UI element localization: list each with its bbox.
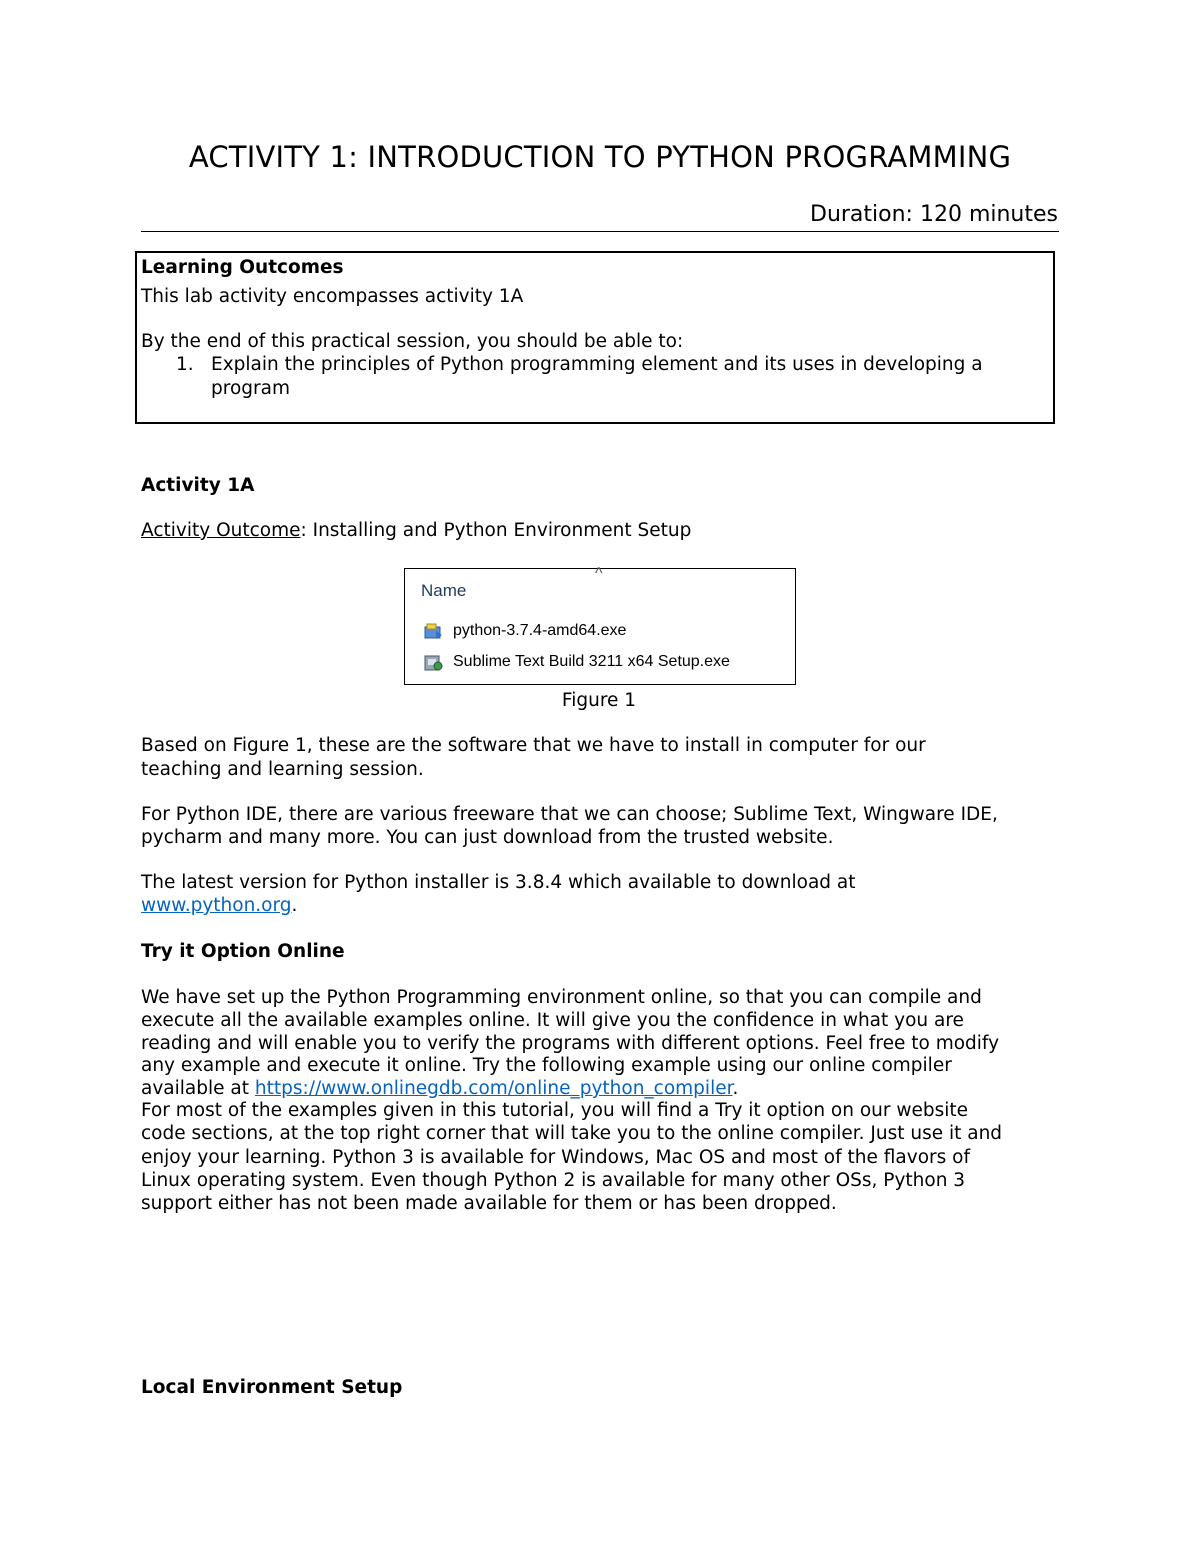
try-online-line1: We have set up the Python Programming environment online, so that you can compile and xyxy=(141,987,982,1008)
outcome-text-line2: program xyxy=(211,378,290,399)
outcome-text-line1: Explain the principles of Python programming element and its uses in developing a xyxy=(211,354,983,375)
try-online-line5 xyxy=(141,1077,738,1100)
available-prefix: available at xyxy=(141,1078,255,1099)
activity-outcome-label: Activity Outcome xyxy=(141,520,301,541)
try-online-line3: reading and will enable you to verify the programs with different options. Feel free to modify xyxy=(141,1033,1000,1054)
file-row-python xyxy=(423,621,626,641)
title-divider xyxy=(141,231,1059,232)
file-name-sublime: Sublime Text Build 3211 x64 Setup.exe xyxy=(453,653,730,670)
try-online-line2: execute all the available examples online. It will give you the confidence in what you are xyxy=(141,1010,964,1031)
local-setup-heading: Local Environment Setup xyxy=(141,1377,403,1398)
activity-outcome-text: : Installing and Python Environment Setup xyxy=(300,520,692,541)
paragraph-1-line2: teaching and learning session. xyxy=(141,759,424,780)
try-online-line7: code sections, at the top right corner that will take you to the online compiler. Just use it and xyxy=(141,1123,1003,1144)
paragraph-3-end: . xyxy=(291,895,298,916)
duration-label: Duration: 120 minutes xyxy=(810,202,1058,227)
try-online-line6: For most of the examples given in this tutorial, you will find a Try it option on our website xyxy=(141,1100,969,1121)
paragraph-3-line2 xyxy=(141,894,297,917)
onlinegdb-link[interactable]: https://www.onlinegdb.com/online_python_compiler xyxy=(254,1078,733,1099)
column-header-name: Name xyxy=(421,581,467,600)
outcome-number: 1. xyxy=(176,354,194,375)
sort-caret-icon: ^ xyxy=(595,565,603,582)
file-name-python: python-3.7.4-amd64.exe xyxy=(453,622,627,639)
try-online-line8: enjoy your learning. Python 3 is available for Windows, Mac OS and most of the flavors of xyxy=(141,1147,970,1168)
try-online-line4: any example and execute it online. Try the following example using our online compiler xyxy=(141,1055,952,1076)
figure-caption: Figure 1 xyxy=(561,690,637,711)
learning-outcomes-intro: This lab activity encompasses activity 1A xyxy=(141,286,524,307)
try-online-line10: support either has not been made available for them or has been dropped. xyxy=(141,1193,837,1214)
paragraph-3-line1: The latest version for Python installer is 3.8.4 which available to download at xyxy=(141,872,856,893)
paragraph-1-line1: Based on Figure 1, these are the software that we have to install in computer for our xyxy=(141,735,926,756)
activity-heading: Activity 1A xyxy=(141,475,255,496)
learning-outcomes-heading: Learning Outcomes xyxy=(141,257,344,278)
try-online-line9: Linux operating system. Even though Python 2 is available for many other OSs, Python 3 xyxy=(141,1170,966,1191)
try-online-heading: Try it Option Online xyxy=(141,941,345,962)
figure-file-list xyxy=(404,565,796,685)
setup-icon xyxy=(423,652,445,672)
activity-outcome xyxy=(141,519,691,542)
learning-outcomes-lead: By the end of this practical session, you should be able to: xyxy=(141,331,684,352)
available-suffix: . xyxy=(732,1078,739,1099)
paragraph-2-line2: pycharm and many more. You can just download from the trusted website. xyxy=(141,827,834,848)
installer-icon xyxy=(423,621,445,641)
python-org-link[interactable]: www.python.org xyxy=(141,895,292,916)
paragraph-2-line1: For Python IDE, there are various freeware that we can choose; Sublime Text, Wingware IDE, xyxy=(141,804,998,825)
page-title: ACTIVITY 1: INTRODUCTION TO PYTHON PROGRAMMING xyxy=(188,140,1012,174)
file-row-sublime xyxy=(423,652,730,672)
